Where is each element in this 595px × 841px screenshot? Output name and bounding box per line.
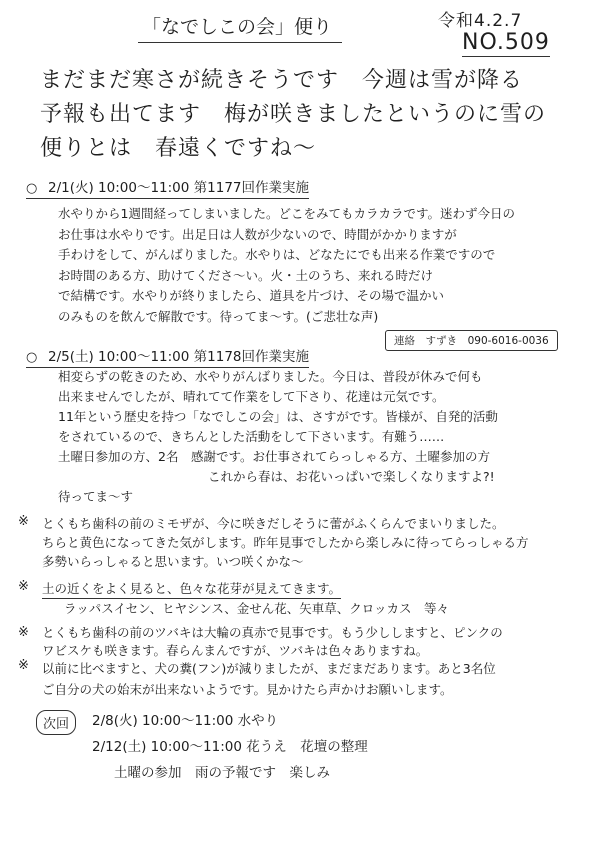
note-line: ワビスケも咲きます。春らんまんですが、ツバキは色々ありますね。 [42, 643, 429, 658]
body-line: お時間のある方、助けてくださ〜い。火・土のうち、来れる時だけ [58, 267, 434, 283]
note-line: 以前に比べますと、犬の糞(フン)が減りましたが、まだまだあります。あと3名位 [42, 661, 496, 676]
section-body-1178 [58, 367, 498, 507]
issue-date: 令和4.2.7 [438, 11, 523, 31]
body-line: 土曜日参加の方、2名 感謝です。お仕事されてらっしゃる方、土曜参加の方 [58, 449, 490, 464]
note-dog-waste [18, 658, 496, 700]
note-mimosa [18, 514, 529, 571]
note-camellia [18, 624, 503, 660]
intro-line: 予報も出てます 梅が咲きましたというのに雪の [40, 102, 547, 127]
section-heading-1178 [26, 345, 309, 368]
note-line: ちらと黄色になってきた気がします。昨年見事でしたから楽しみに待ってらっしゃる方 [42, 535, 529, 550]
body-line: 11年という歴史を持つ「なでしこの会」は、さすがです。皆様が、自発的活動 [58, 409, 498, 424]
body-line: お仕事は水やりです。出足日は人数が少ないので、時間がかかりますが [58, 226, 457, 242]
body-line: これから春は、お花いっぱいで楽しくなりますよ?! [208, 469, 495, 484]
schedule-line: 2/8(火) 10:00〜11:00 水やり [92, 713, 279, 729]
note-line: 土の近くをよく見ると、色々な花芽が見えてきます。 [42, 579, 341, 599]
schedule-line: 2/12(土) 10:00〜11:00 花うえ 花壇の整理 [92, 739, 368, 755]
note-marker: ※ [18, 658, 29, 673]
newsletter-title: 「なでしこの会」便り [138, 12, 342, 43]
section-body-1177 [58, 204, 515, 327]
body-line: 待ってま〜す [58, 489, 134, 504]
body-line: で結構です。水やりが終りましたら、道具を片づけ、その場で温かい [58, 288, 445, 303]
note-marker: ※ [18, 579, 29, 594]
note-marker: ※ [18, 625, 29, 640]
body-line: をされているので、きちんとした活動をして下さいます。有難う…… [58, 429, 445, 444]
contact-box: 連絡 すずき 090-6016-0036 [385, 330, 558, 351]
issue-number: NO.509 [462, 30, 550, 55]
section-heading-text: 2/1(火) 10:00〜11:00 第1177回作業実施 [48, 180, 310, 196]
note-line: ご自分の犬の始末が出来ないようです。見かけたら声かけお願いします。 [42, 682, 453, 697]
note-flower-buds [18, 579, 449, 618]
body-line: 出来ませんでしたが、晴れてて作業をして下さり、花達は元気です。 [58, 389, 445, 404]
section-heading-1177 [26, 176, 309, 199]
body-line: 相変らずの乾きのため、水やりがんばりました。今日は、普段が休みで何も [58, 369, 483, 384]
next-schedule [92, 708, 368, 786]
intro-line: まだまだ寒さが続きそうです 今週は雪が降る [40, 68, 524, 93]
body-line: 水やりから1週間経ってしまいました。どこをみてもカラカラです。迷わず今日の [58, 206, 515, 221]
note-line: とくもち歯科の前のツバキは大輪の真赤で見事です。もう少ししますと、ピンクの [42, 625, 503, 640]
section-marker: ○ [26, 181, 38, 196]
section-marker: ○ [26, 350, 38, 365]
intro-paragraph [40, 64, 546, 166]
note-line: とくもち歯科の前のミモザが、今に咲きだしそうに蕾がふくらんでまいりました。 [42, 516, 505, 531]
section-heading-text: 2/5(土) 10:00〜11:00 第1178回作業実施 [48, 349, 310, 365]
intro-line: 便りとは 春遠くですね〜 [40, 136, 317, 161]
note-line: ラッパスイセン、ヒヤシンス、金せん花、矢車草、クロッカス 等々 [64, 601, 449, 616]
schedule-line: 土曜の参加 雨の予報です 楽しみ [114, 765, 330, 781]
body-line: のみものを飲んで解散です。待ってま〜す。(ご悲壮な声) [58, 308, 379, 324]
note-line: 多勢いらっしゃると思います。いつ咲くかな〜 [42, 554, 304, 569]
body-line: 手わけをして、がんばりました。水やりは、どなたにでも出来る作業ですので [58, 247, 496, 262]
next-schedule-label: 次回 [36, 710, 76, 735]
note-marker: ※ [18, 514, 29, 529]
